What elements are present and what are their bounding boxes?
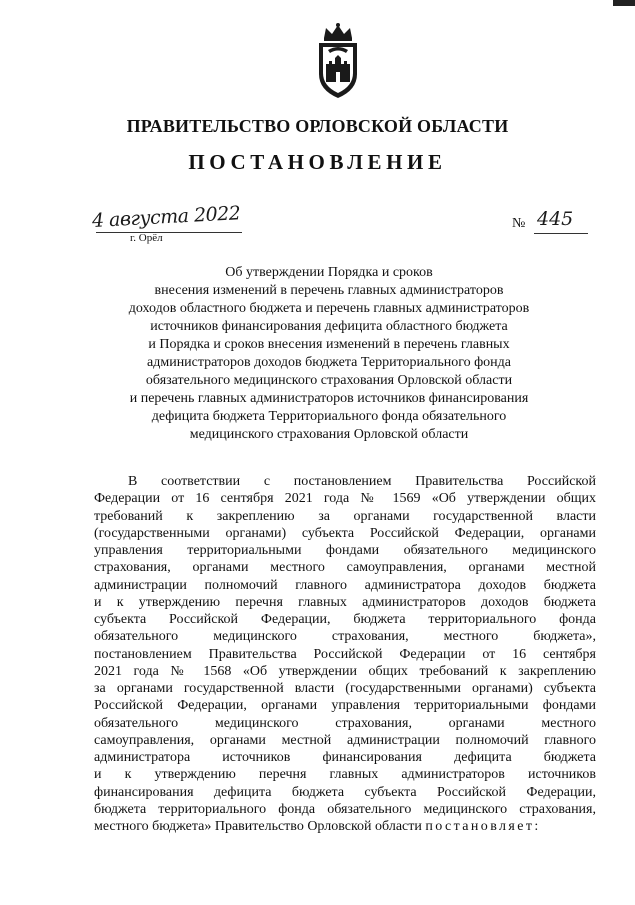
body-line: Федерации от 16 сентября 2021 года № 1569 «Об утверждении общих <box>94 491 596 507</box>
city-label: г. Орёл <box>130 232 163 244</box>
body-line: В соответствии с постановлением Правительства Российской <box>128 474 596 489</box>
body-line: обязательного медицинского страхования, органами местного <box>94 715 596 731</box>
body-line: и к утверждению перечня главных администраторов доходов бюджета <box>94 594 596 610</box>
body-last-text: местного бюджета» Правительство Орловской области <box>94 819 422 834</box>
document-type: ПОСТАНОВЛЕНИЕ <box>188 150 447 174</box>
body-line: финансирования дефицита бюджета субъекта Российской Федерации, <box>94 784 596 800</box>
title-line: и перечень главных администраторов источников финансирования <box>129 391 529 406</box>
body-line: требований к закреплению за органами государственной власти <box>94 508 596 524</box>
body-line: субъекта Российской Федерации, бюджета территориального фонда <box>94 612 596 627</box>
body-line: бюджета территориального фонда обязательного медицинского страхования, <box>94 801 596 817</box>
body-line: администратора источников финансирования дефицита бюджета <box>94 750 596 765</box>
number-underline <box>534 233 588 234</box>
title-line: администраторов доходов бюджета Территориального фонда <box>147 355 511 370</box>
body-line: (государственными органами) субъекта Российской Федерации, органами <box>94 525 596 541</box>
resolves-word: постановляет: <box>425 819 541 834</box>
body-line: самоуправления, органами местной администрации полномочий главного <box>94 732 596 748</box>
title-line: источников финансирования дефицита областного бюджета <box>150 319 508 334</box>
title-line: медицинского страхования Орловской области <box>189 427 469 442</box>
number-sign: № <box>512 216 526 231</box>
date-underline <box>96 232 242 233</box>
title-line: дефицита бюджета Территориального фонда обязательного <box>151 409 507 424</box>
body-paragraph <box>94 473 596 835</box>
government-name: ПРАВИТЕЛЬСТВО ОРЛОВСКОЙ ОБЛАСТИ <box>126 116 509 136</box>
body-line: Российской Федерации, органами управления территориальными фондами <box>94 698 596 714</box>
body-line: управления территориальными фондами обязательного медицинского <box>94 543 596 558</box>
page-corner-mark <box>613 0 635 6</box>
document-number: 445 <box>537 208 574 230</box>
title-line: обязательного медицинского страхования Орловской области <box>145 373 513 388</box>
body-line: за органами государственной власти (государственными органами) субъекта <box>94 681 596 696</box>
title-line: внесения изменений в перечень главных администраторов <box>154 283 504 298</box>
title-line: Об утверждении Порядка и сроков <box>225 265 433 280</box>
body-last-line <box>94 818 596 835</box>
title-line: доходов областного бюджета и перечень главных администраторов <box>128 301 530 316</box>
body-line: обязательного медицинского страхования, местного бюджета», <box>94 629 596 645</box>
document-title <box>100 264 558 444</box>
body-line: постановлением Правительства Российской Федерации от 16 сентября <box>94 646 596 662</box>
body-line: и к утверждению перечня главных администраторов источников <box>94 767 596 783</box>
body-line: 2021 года № 1568 «Об утверждении общих требований к закреплению <box>94 663 596 679</box>
title-line: и Порядка и сроков внесения изменений в перечень главных <box>148 337 510 352</box>
body-line: страхования, органами местного самоуправления, органами местной <box>94 560 596 576</box>
signing-date: 4 августа 2022 <box>91 202 241 232</box>
coat-of-arms-icon <box>312 22 364 100</box>
body-line: администрации полномочий главного администратора доходов бюджета <box>94 577 596 593</box>
